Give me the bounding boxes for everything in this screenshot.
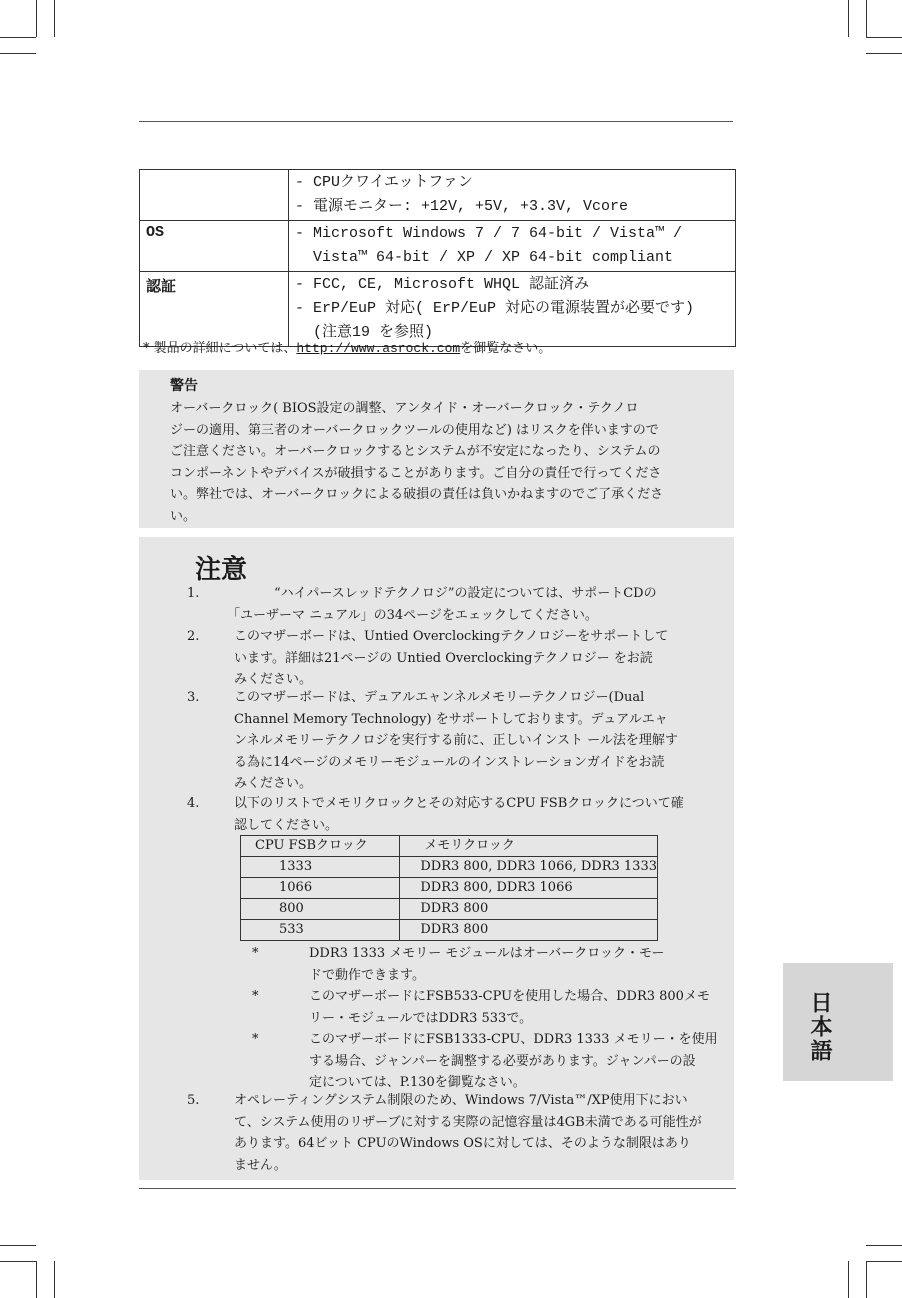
item-line: このマザーボードは、Untied Overclockingテクノロジーをサポートして	[234, 629, 669, 644]
fsb-cell: 533	[241, 920, 400, 941]
crop-mark	[866, 1261, 902, 1262]
crop-mark	[848, 0, 849, 37]
column-header: CPU FSBクロック	[241, 836, 400, 857]
note-line: する場合、ジャンパーを調整する必要があります。ジャンパーの設	[309, 1053, 696, 1069]
table-row	[241, 878, 658, 899]
clock-table-header	[241, 836, 658, 857]
item-line: “ハイパースレッドテクノロジ”の設定については、サポートCDの	[274, 586, 657, 601]
crop-mark	[866, 53, 902, 54]
spec-value-line: (注意19 を参照)	[313, 324, 434, 341]
warning-line: い。	[170, 508, 197, 524]
item-line: あります。64ビット CPUのWindows OSに対しては、そのような制限はあり	[234, 1136, 691, 1151]
warning-line: コンポーネントやデバイスが破損することがあります。ご自分の責任で行ってくださ	[170, 465, 662, 481]
note-star: *	[252, 946, 259, 961]
column-header: メモリクロック	[400, 836, 658, 857]
warning-body	[170, 398, 710, 527]
crop-mark	[36, 0, 37, 37]
note-star: *	[252, 1032, 259, 1047]
note-star: *	[252, 989, 259, 1004]
note-line: ドで動作できます。	[309, 967, 425, 983]
item-line: ンネルメモリーテクノロジを実行する前に、正しいインスト ール法を理解す	[234, 733, 678, 748]
footer-rule	[139, 1188, 736, 1189]
fsb-cell: 1333	[241, 857, 400, 878]
spec-value-line: Vista™ 64-bit / XP / XP 64-bit compliant	[313, 249, 674, 266]
spec-value-line: - CPUクワイエットファン	[295, 174, 473, 191]
footnote	[143, 339, 551, 359]
memory-cell: DDR3 800	[400, 920, 658, 941]
memory-cell: DDR3 800, DDR3 1066	[400, 878, 658, 899]
caution-title: 注意	[195, 555, 248, 585]
crop-mark	[0, 53, 36, 54]
crop-mark	[0, 1245, 36, 1246]
fsb-cell: 1066	[241, 878, 400, 899]
item-line: みください。	[234, 672, 313, 687]
item-line: ません。	[234, 1157, 287, 1173]
language-tab	[783, 963, 893, 1081]
asrock-link[interactable]: http://www.asrock.com	[296, 341, 461, 356]
fsb-cell: 800	[241, 899, 400, 920]
note-line: リー・モジュールではDDR3 533で。	[309, 1010, 533, 1026]
item-line: 認してください。	[234, 817, 339, 833]
spec-row	[140, 221, 736, 272]
spec-row	[140, 170, 736, 221]
item-line: 以下のリストでメモリクロックとその対応するCPU FSBクロックについて確	[234, 796, 684, 811]
table-row	[241, 920, 658, 941]
item-line: います。詳細は21ページの Untied Overclockingテクノロジー をお読	[234, 650, 653, 666]
spec-key	[140, 170, 289, 221]
item-number: 1.	[187, 586, 200, 601]
memory-cell: DDR3 800	[400, 899, 658, 920]
note-line: このマザーボードにFSB533-CPUを使用した場合、DDR3 800メモ	[309, 989, 710, 1004]
spec-key: OS	[140, 221, 289, 272]
crop-mark	[848, 1261, 849, 1298]
spec-value-line: - FCC, CE, Microsoft WHQL 認証済み	[295, 276, 590, 293]
crop-mark	[866, 0, 867, 37]
spec-table	[139, 169, 736, 347]
warning-line: い。弊社では、オーバークロックによる破損の責任は負いかねますのでご了承くださ	[170, 487, 664, 502]
item-line: このマザーボードは、デュアルエャンネルメモリーテクノロジー(Dual	[234, 690, 645, 705]
item-line: 「ユーザーマ ニュアル」の34ページをエェックしてください。	[227, 607, 598, 623]
language-tab-label: 日本語	[807, 991, 833, 1063]
crop-mark	[866, 37, 902, 38]
footnote-prefix: * 製品の詳細については、	[143, 341, 297, 356]
note-line: このマザーボードにFSB1333-CPU、DDR3 1333 メモリー・を使用	[309, 1032, 718, 1047]
item-line: る為に14ページのメモリーモジュールのインストレーションガイドをお読	[234, 754, 665, 770]
footnote-suffix: を御覧なさい。	[460, 341, 552, 356]
note-line: DDR3 1333 メモリー モジュールはオーバークロック・モー	[309, 946, 665, 961]
crop-mark	[866, 1245, 902, 1246]
item-line: みください。	[234, 776, 313, 791]
item-number: 4.	[187, 796, 200, 811]
item-number: 3.	[187, 690, 200, 705]
memory-cell: DDR3 800, DDR3 1066, DDR3 1333	[400, 857, 658, 878]
spec-value-line: - 電源モニター: +12V, +5V, +3.3V, Vcore	[295, 198, 629, 215]
crop-mark	[54, 1261, 55, 1298]
header-rule	[139, 121, 733, 122]
crop-mark	[54, 0, 55, 37]
item-line: オペレーティングシステム制限のため、Windows 7/Vista™/XP使用下におい	[234, 1093, 688, 1108]
item-number: 2.	[187, 629, 200, 644]
warning-line: ジーの適用、第三者のオーバークロックツールの使用など) はリスクを伴いますので	[170, 422, 659, 438]
warning-box	[139, 370, 734, 528]
spec-row	[140, 272, 736, 347]
crop-mark	[0, 1261, 36, 1262]
spec-key: 認証	[140, 272, 289, 347]
clock-table	[240, 835, 658, 941]
note-line: 定については、P.130を御覧なさい。	[309, 1075, 526, 1090]
table-row	[241, 899, 658, 920]
warning-title: 警告	[170, 378, 198, 394]
crop-mark	[866, 1261, 867, 1298]
spec-value-line: - Microsoft Windows 7 / 7 64-bit / Vista™ /	[295, 225, 683, 242]
crop-mark	[36, 1261, 37, 1298]
crop-mark	[0, 37, 36, 38]
item-line: Channel Memory Technology) をサポートしております。デュアルエャ	[234, 711, 668, 727]
item-number: 5.	[187, 1093, 200, 1108]
warning-line: オーバークロック( BIOS設定の調整、アンタイド・オーバークロック・テクノロ	[170, 401, 639, 416]
table-row	[241, 857, 658, 878]
warning-line: ご注意ください。オーバークロックするとシステムが不安定になったり、システムの	[170, 444, 661, 459]
spec-value-line: - ErP/EuP 対応( ErP/EuP 対応の電源装置が必要です)	[295, 300, 695, 317]
item-line: て、システム使用のリザーブに対する実際の記憶容量は4GB未満である可能性が	[234, 1114, 702, 1130]
